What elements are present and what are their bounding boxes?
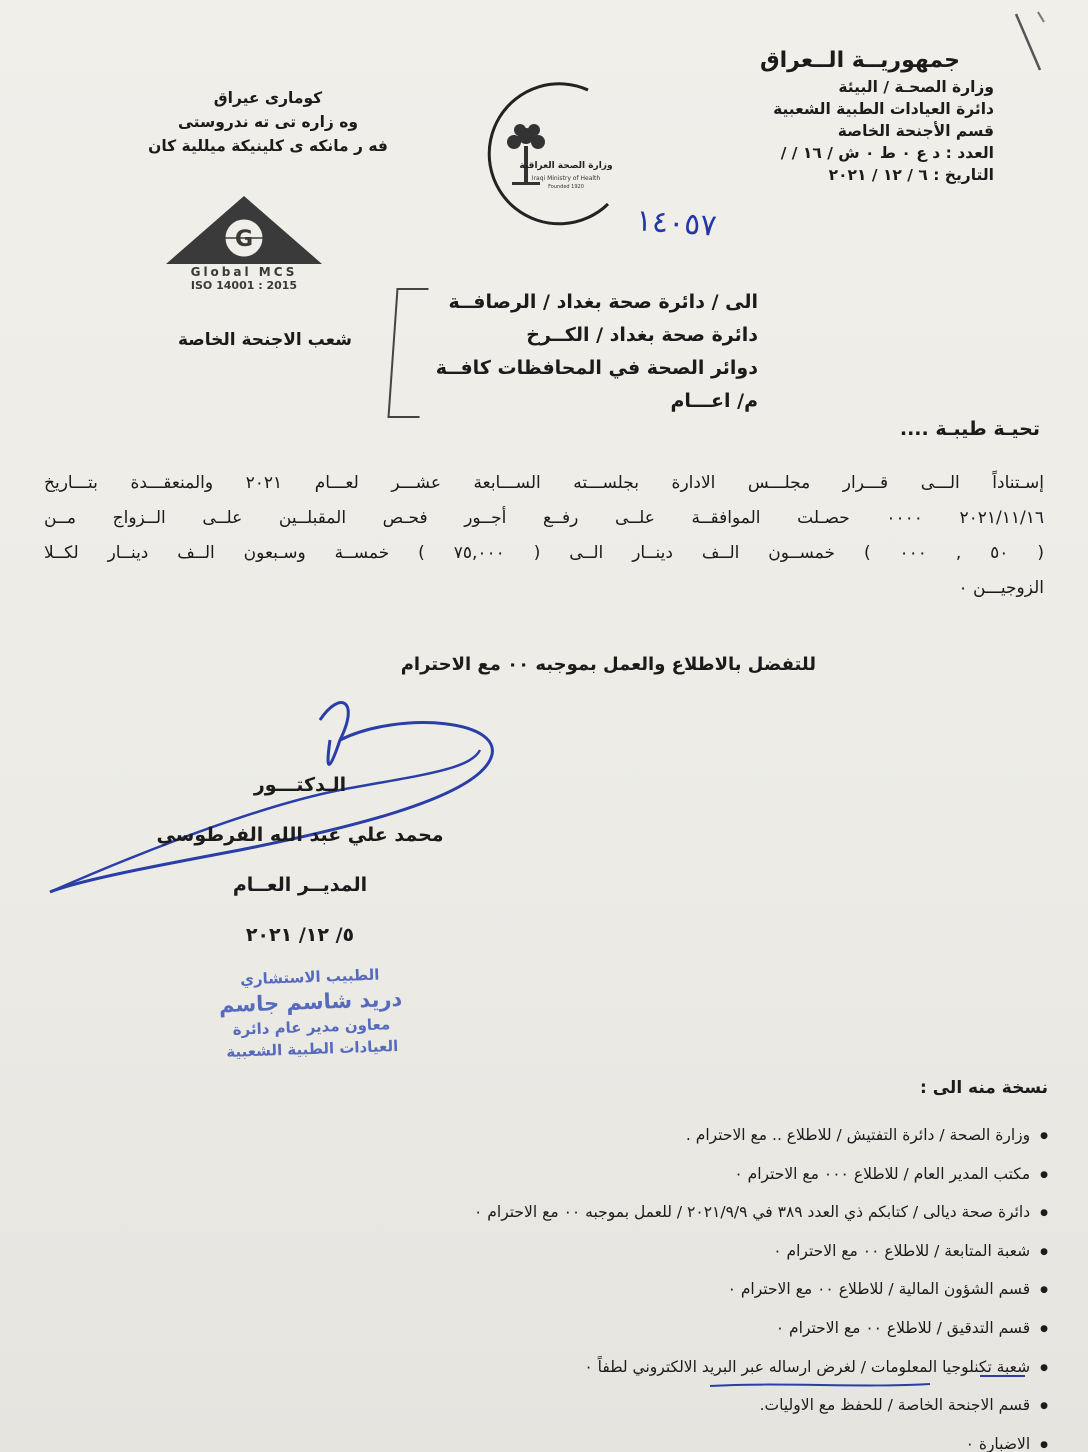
directorate-name: دائرة العيادات الطبية الشعبية bbox=[773, 100, 994, 118]
kurdish-directorate: فه ر مانكه ى كلينيكة ميللية كان bbox=[148, 137, 388, 155]
signer-title: الـدكتـــور bbox=[253, 774, 347, 796]
copy-item: ● قسم التدقيق / للاطلاع ٠٠ مع الاحترام ٠ bbox=[48, 1311, 1048, 1350]
copy-item: ● شعبة المتابعة / للاطلاع ٠٠ مع الاحترام ٠ bbox=[48, 1234, 1048, 1273]
recipient-1: الى / دائرة صحة بغداد / الرصافــة bbox=[448, 291, 758, 313]
copy-item: ● دائرة صحة ديالى / كتابكم ذي العدد ٣٨٩ في ٢٠٢١/٩/٩ / للعمل بموجبه ٠٠ مع الاحترام ٠ bbox=[48, 1195, 1048, 1234]
body-line-3: ( ٥٠ , ٠٠٠ ) خمســون الــف دينــار الــى ( ٧٥,٠٠٠ ) خمســة وسـبعون الــف دينــار لكــلا bbox=[44, 543, 1044, 563]
body-line-2: ٢٠٢١/١١/١٦ ٠٠٠٠ حصـلت الموافقــة علــى رفــع أجــور فحـص المقبلــين علــى الــزواج مــن bbox=[44, 508, 1044, 528]
body-line-4: الزوجيـــن ٠ bbox=[958, 578, 1044, 598]
signature-block bbox=[150, 760, 450, 960]
official-stamp bbox=[174, 961, 447, 1064]
section-label: شعب الاجنحة الخاصة bbox=[178, 330, 352, 350]
iso-standard: ISO 14001 : 2015 bbox=[190, 279, 298, 292]
reference-number: العدد : د ع ٠ ط ٠ ش / ١٦ / / bbox=[780, 144, 994, 162]
recipient-2: دائرة صحة بغداد / الكــرخ bbox=[526, 324, 758, 346]
iso-brand: Global MCS bbox=[190, 265, 298, 279]
body-paragraph bbox=[44, 466, 1044, 606]
stamp-line-2: دريد شاسم جاسم bbox=[218, 986, 403, 1018]
signer-position: المديــر العــام bbox=[232, 874, 368, 896]
body-line-1: إسـتناداً الـــى قـــرار مجلـــس الادارة بجلســـته الســـابعة عشـــر لعـــام ٢٠٢١ والمنعقـــدة بتـــاريخ bbox=[44, 473, 1044, 493]
stamp-line-4: العيادات الطبية الشعبية bbox=[226, 1036, 399, 1061]
copy-item: ● شعبة تكنلوجيا المعلومات / لغرض ارساله عبر البريد الالكتروني لطفاً ٠ bbox=[48, 1350, 1048, 1389]
letterhead-left bbox=[118, 86, 418, 158]
logo-text-ar: وزارة الصحة العراقية bbox=[519, 161, 613, 171]
iso-certification-logo bbox=[154, 194, 334, 294]
copy-item: ● قسم الشؤون المالية / للاطلاع ٠٠ مع الاحترام ٠ bbox=[48, 1272, 1048, 1311]
country-name: جمهوريــة الــعراق bbox=[759, 48, 960, 73]
stamp-line-1: الطبيب الاستشاري bbox=[239, 965, 380, 989]
copies-title: نسخة منه الى : bbox=[920, 1078, 1048, 1098]
recipient-3: دوائر الصحة في المحافظات كافــة bbox=[435, 357, 758, 379]
logo-text-founded: Founded 1920 bbox=[548, 184, 584, 190]
ministry-logo-icon bbox=[448, 78, 658, 228]
kurdish-ministry: وه زاره تى ته ندروستى bbox=[178, 113, 358, 131]
copy-item: ● الاضبارة ٠ bbox=[48, 1427, 1048, 1452]
handwritten-number: ١٤٠٥٧ bbox=[634, 203, 718, 244]
kurdish-country: كومارى عيراق bbox=[213, 89, 323, 107]
letterhead-right bbox=[634, 46, 994, 186]
recipients-block bbox=[436, 286, 758, 418]
copies-list bbox=[48, 1118, 1048, 1452]
document-date: التاريخ : ٦ / ١٢ / ٢٠٢١ bbox=[828, 166, 994, 184]
iso-triangle-icon bbox=[154, 194, 334, 294]
ministry-name: وزارة الصحـة / البيئة bbox=[838, 78, 994, 96]
ministry-logo bbox=[448, 78, 658, 228]
department-name: قسم الأجنحة الخاصة bbox=[837, 122, 994, 140]
signature-date: ٥/ ١٢/ ٢٠٢١ bbox=[245, 924, 355, 946]
greeting: تحيـة طيبـة .... bbox=[899, 418, 1040, 440]
stamp-line-3: معاون مدير عام دائرة bbox=[232, 1015, 391, 1039]
copy-item: ● مكتب المدير العام / للاطلاع ٠٠٠ مع الاحترام ٠ bbox=[48, 1157, 1048, 1196]
handwritten-underline bbox=[700, 1366, 1030, 1396]
logo-text-en: Iraqi Ministry of Health bbox=[531, 175, 601, 182]
signer-name: محمد علي عبد الله الفرطوسي bbox=[156, 824, 444, 846]
svg-text:G: G bbox=[234, 227, 254, 252]
corner-pen-mark bbox=[1010, 8, 1050, 78]
copy-item: ● وزارة الصحة / دائرة التفتيش / للاطلاع .. مع الاحترام . bbox=[48, 1118, 1048, 1157]
closing-line: للتفضل بالاطلاع والعمل بموجبه ٠٠ مع الاحترام bbox=[400, 654, 816, 675]
copy-item: ● قسم الاجنحة الخاصة / للحفظ مع الاوليات. bbox=[48, 1388, 1048, 1427]
subject-line: م/ اعـــام bbox=[670, 390, 758, 412]
recipients-bracket bbox=[387, 288, 428, 418]
